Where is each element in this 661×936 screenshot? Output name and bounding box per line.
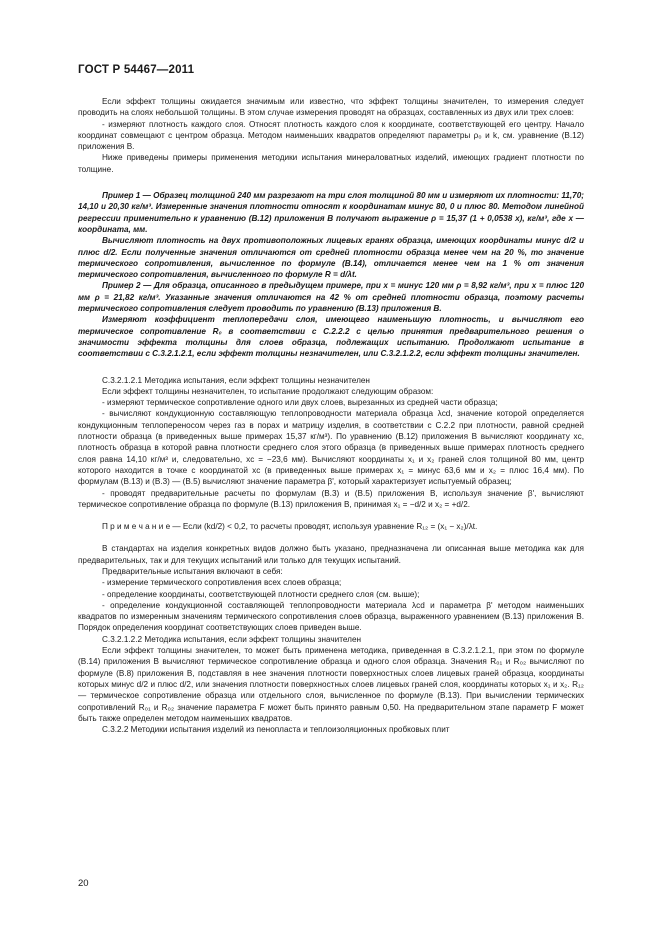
paragraph: Если эффект толщины значителен, то может быть применена методика, приведенная в С.3.2.1.2.1, при этом по формуле (В.14) приложения В вычисляют термическое сопротивление образца и одного слоя образца. Значения R₀₁ и R₀₂ вычисляют по формуле (В.8) приложения В, подставляя в нее значения плотности поверхностных слоев лицевых граней образца, координаты которых минус d/2 и плюс d/2, или значения плотности поверхностных слоев лицевых граней слоя, координаты которых x₁ и x₂. R₁₂ — термическое сопротивление образца или отдельного слоя, вычисленное по формуле (В.13). При вычислении термических сопротивлений R₀₁ и R₀₂ значение параметра F может быть принято равным 0,50. На предварительном этапе параметр F может быть также определен методом наименьших квадратов. [78, 646, 584, 723]
paragraph: П р и м е ч а н и е — Если (kd/2) < 0,2, то расчеты проводят, используя уравнение R₁₂ = (x₁ − x₂)/λt. [102, 522, 478, 532]
paragraph: - измеряют термическое сопротивление одного или двух слоев, вырезанных из средней части образца; [102, 398, 498, 408]
spacer [78, 532, 584, 543]
paragraph: Вычисляют плотность на двух противоположных лицевых гранях образца, имеющих координаты минус d/2 и плюс d/2. Если полученные значения отличаются от средней плотности образца менее чем на 20 %, то значение термического сопротивления, вычисленное по формуле (В.14), отличается менее чем на 1 % от значения термического сопротивления, вычисленного по формуле R = d/λt. [78, 236, 584, 280]
paragraph: - проводят предварительные расчеты по формулам (В.3) и (В.5) приложения В, используя значение β', вычисляют термическое сопротивление образца по формуле (В.13) приложения В, принимая x₁ = −d/2 и x₂ = +d/2. [78, 488, 584, 509]
paragraph: Предварительные испытания включают в себя: [102, 566, 283, 576]
paragraph: - определение кондукционной составляющей теплопроводности материала λcd и параметра β' методом наименьших квадратов по измеренным значениям термического сопротивления слоев образца, выраженного уравнением (В.13) приложения В. Порядок определения координат соответствующих слоев приведен выше. [78, 600, 584, 633]
paragraph: - определение координаты, соответствующей плотности среднего слоя (см. выше); [102, 589, 420, 599]
spacer [78, 360, 584, 375]
paragraph: Пример 1 — Образец толщиной 240 мм разрезают на три слоя толщиной 80 мм и измеряют их плотности: 11,70; 14,10 и 20,30 кг/м³. Измеренные значения плотности относят к координатам минус 80, 0 и плюс 80. Методом линейной регрессии применительно к уравнению (В.12) приложения В получают выражение ρ = 15,37 (1 + 0,0538 x), кг/м³, где x — координата, мм. [78, 191, 584, 234]
page-number: 20 [78, 878, 89, 889]
paragraph: С.3.2.2 Методики испытания изделий из пенопласта и теплоизоляционных пробковых плит [102, 725, 450, 735]
paragraph: - измерение термического сопротивления всех слоев образца; [102, 578, 342, 588]
spacer [78, 510, 584, 521]
paragraph: Если эффект толщины ожидается значимым или известно, что эффект толщины значителен, то измерения следует проводить на слоях небольшой толщины. В этом случае измерения проводят на образцах, составленных из двух или трех слоев: [78, 97, 584, 118]
page-body [78, 96, 584, 735]
paragraph: Измеряют коэффициент теплопередачи слоя, имеющего наименьшую плотность, и вычисляют его термическое сопротивление R₀ в соответствии с С.2.2.2 с целью принятия предварительного решения о значимости эффекта толщины для слоев образца, подлежащих испытанию. Продолжают испытание в соответствии с С.3.2.1.2.1, если эффект толщины незначителен, или С.3.2.1.2.2, если эффект толщины значителен. [78, 315, 584, 359]
page-header: ГОСТ Р 54467—2011 [78, 64, 195, 76]
paragraph: Если эффект толщины незначителен, то испытание продолжают следующим образом: [102, 386, 434, 396]
paragraph: С.3.2.1.2.2 Методика испытания, если эффект толщины значителен [102, 634, 362, 644]
paragraph: - вычисляют кондукционную составляющую теплопроводности материала образца λcd, значение которой определяется кондукционным теплопереносом через газ в порах и матрицу изделия, в соответствии с С.2.2 при плотности, равной средней плотности образца (в приведенных выше примерах 15,37 кг/м³). По уравнению (В.12) приложения В вычисляют координату xc, плотность образца в которой равна плотности среднего слоя этого образца (в приведенных выше примерах плотность среднего слоя равна 14,10 кг/м³ и, следовательно, xc = −23,6 мм). Вычисляют координаты x₁ и x₂ граней слоя толщиной 80 мм, центр которого находится в точке с координатой xc (в приведенных выше примерах x₁ = минус 63,6 мм и x₂ = плюс 16,4 мм). По формулам (В.13) и (В.3) — (В.5) вычисляют значение параметра β', который характеризует испытуемый образец; [78, 409, 584, 487]
paragraph: Пример 2 — Для образца, описанного в предыдущем примере, при x = минус 120 мм ρ = 8,92 кг/м³, при x = плюс 120 мм ρ = 21,82 кг/м³. Указанные значения отличаются на 42 % от средней плотности образца, поэтому расчеты термического сопротивления следует проводить по уравнению (В.13) приложения В. [78, 281, 584, 314]
paragraph: В стандартах на изделия конкретных видов должно быть указано, предназначена ли описанная выше методика как для предварительных, так и для текущих испытаний или только для текущих испытаний. [78, 544, 584, 565]
paragraph: С.3.2.1.2.1 Методика испытания, если эффект толщины незначителен [102, 375, 370, 385]
spacer [78, 175, 584, 190]
paragraph: Ниже приведены примеры применения методики испытания минераловатных изделий, имеющих градиент плотности по толщине. [78, 153, 584, 174]
paragraph: - измеряют плотность каждого слоя. Относят плотность каждого слоя к координате, соответствующей его центру. Начало координат совмещают с центром образца. Методом наименьших квадратов определяют параметры ρ₀ и k, см. уравнение (В.12) приложения В. [78, 119, 584, 152]
